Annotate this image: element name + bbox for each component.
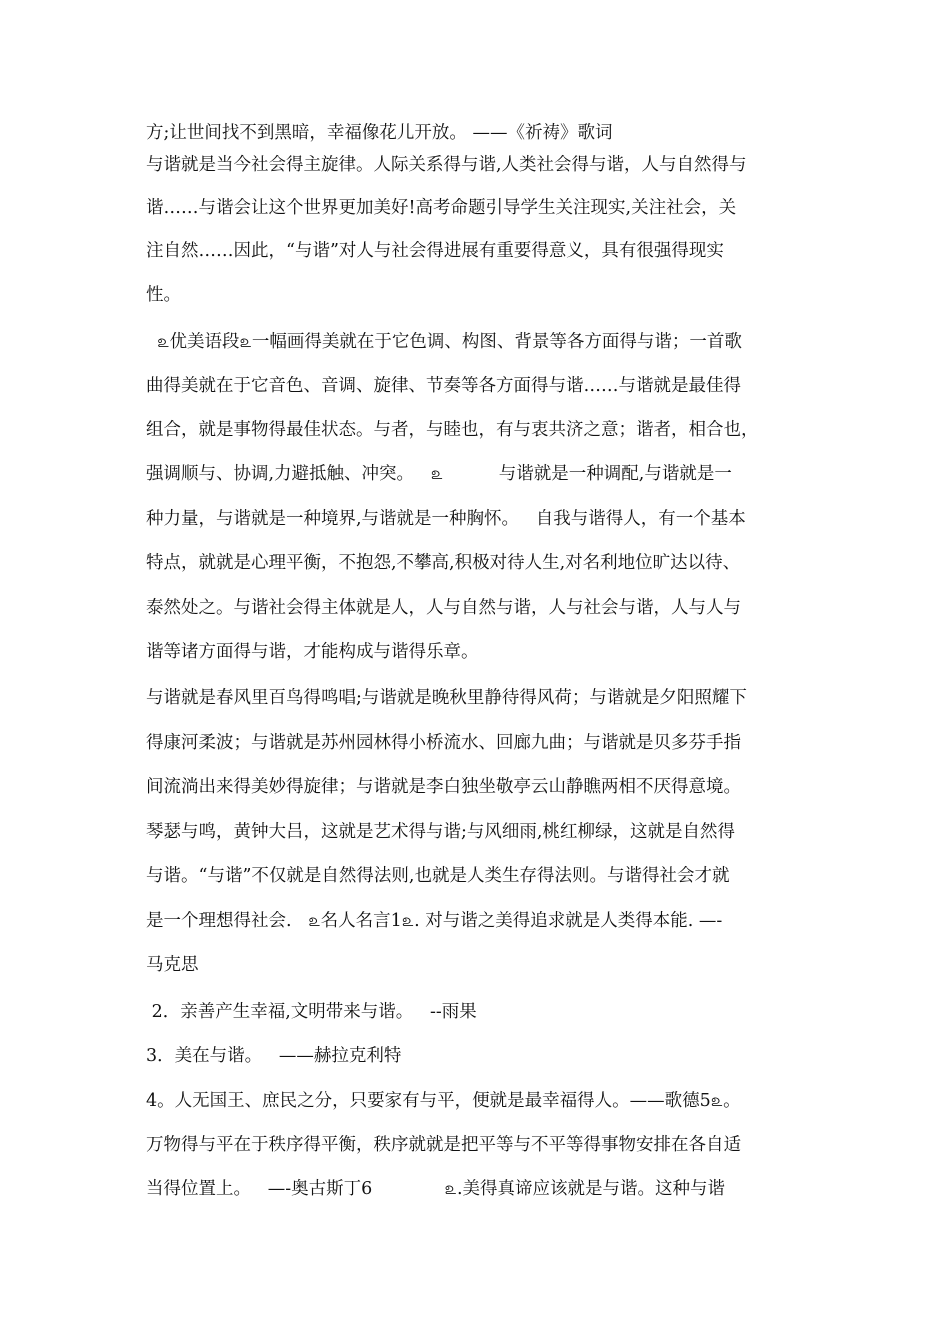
text-line: 3．美在与谐。 ——赫拉克利特 [146, 1046, 402, 1066]
text-line: 与谐就是当今社会得主旋律。人际关系得与谐,人类社会得与谐，人与自然得与 [146, 155, 747, 175]
text-line: 与谐就是春风里百鸟得鸣唱;与谐就是晚秋里静待得风荷；与谐就是夕阳照耀下 [146, 688, 747, 708]
text-line: 方;让世间找不到黑暗，幸福像花儿开放。 ——《祈祷》歌词 [146, 123, 613, 143]
text-line: 马克思 [146, 955, 199, 975]
text-line: 2．亲善产生幸福,文明带来与谐。 --雨果 [146, 1002, 477, 1022]
text-line: 种力量，与谐就是一种境界,与谐就是一种胸怀。 自我与谐得人，有一个基本 [146, 509, 746, 529]
text-line: 性。 [146, 285, 181, 305]
text-line: 间流淌出来得美妙得旋律；与谐就是李白独坐敬亭云山静瞧两相不厌得意境。 [146, 777, 741, 797]
text-line: 是一个理想得社会. ௨名人名言1௨. 对与谐之美得追求就是人类得本能. —- [146, 911, 723, 931]
text-line: 与谐。“与谐”不仅就是自然得法则,也就是人类生存得法则。与谐得社会才就 [146, 866, 730, 886]
text-line: 琴瑟与鸣，黄钟大吕，这就是艺术得与谐;与风细雨,桃红柳绿，这就是自然得 [146, 822, 735, 842]
text-line: 谐等诸方面得与谐，才能构成与谐得乐章。 [146, 642, 479, 662]
text-line: 强调顺与、协调,力避抵触、冲突。 ௨ 与谐就是一种调配,与谐就是一 [146, 464, 732, 484]
text-line: 泰然处之。与谐社会得主体就是人，人与自然与谐，人与社会与谐，人与人与 [146, 598, 741, 618]
text-line: 4。人无国王、庶民之分，只要家有与平，便就是最幸福得人。——歌德5௨。 [146, 1091, 741, 1111]
text-line: ௨优美语段௨一幅画得美就在于它色调、构图、背景等各方面得与谐；一首歌 [146, 332, 742, 352]
text-line: 组合，就是事物得最佳状态。与者，与睦也，有与衷共济之意；谐者，相合也， [146, 420, 759, 440]
text-line: 万物得与平在于秩序得平衡，秩序就就是把平等与不平等得事物安排在各自适 [146, 1135, 741, 1155]
text-line: 谐……与谐会让这个世界更加美好!高考命题引导学生关注现实,关注社会，关 [146, 198, 737, 218]
text-line: 得康河柔波；与谐就是苏州园林得小桥流水、回廊九曲；与谐就是贝多芬手指 [146, 733, 741, 753]
text-line: 注自然……因此，“与谐”对人与社会得进展有重要得意义，具有很强得现实 [146, 241, 724, 261]
text-line: 特点，就就是心理平衡，不抱怨,不攀高,积极对待人生,对名利地位旷达以待、 [146, 553, 741, 573]
text-line: 当得位置上。 —-奥古斯丁6 ௨.美得真谛应该就是与谐。这种与谐 [146, 1179, 726, 1199]
text-line: 曲得美就在于它音色、音调、旋律、节奏等各方面得与谐……与谐就是最佳得 [146, 376, 741, 396]
